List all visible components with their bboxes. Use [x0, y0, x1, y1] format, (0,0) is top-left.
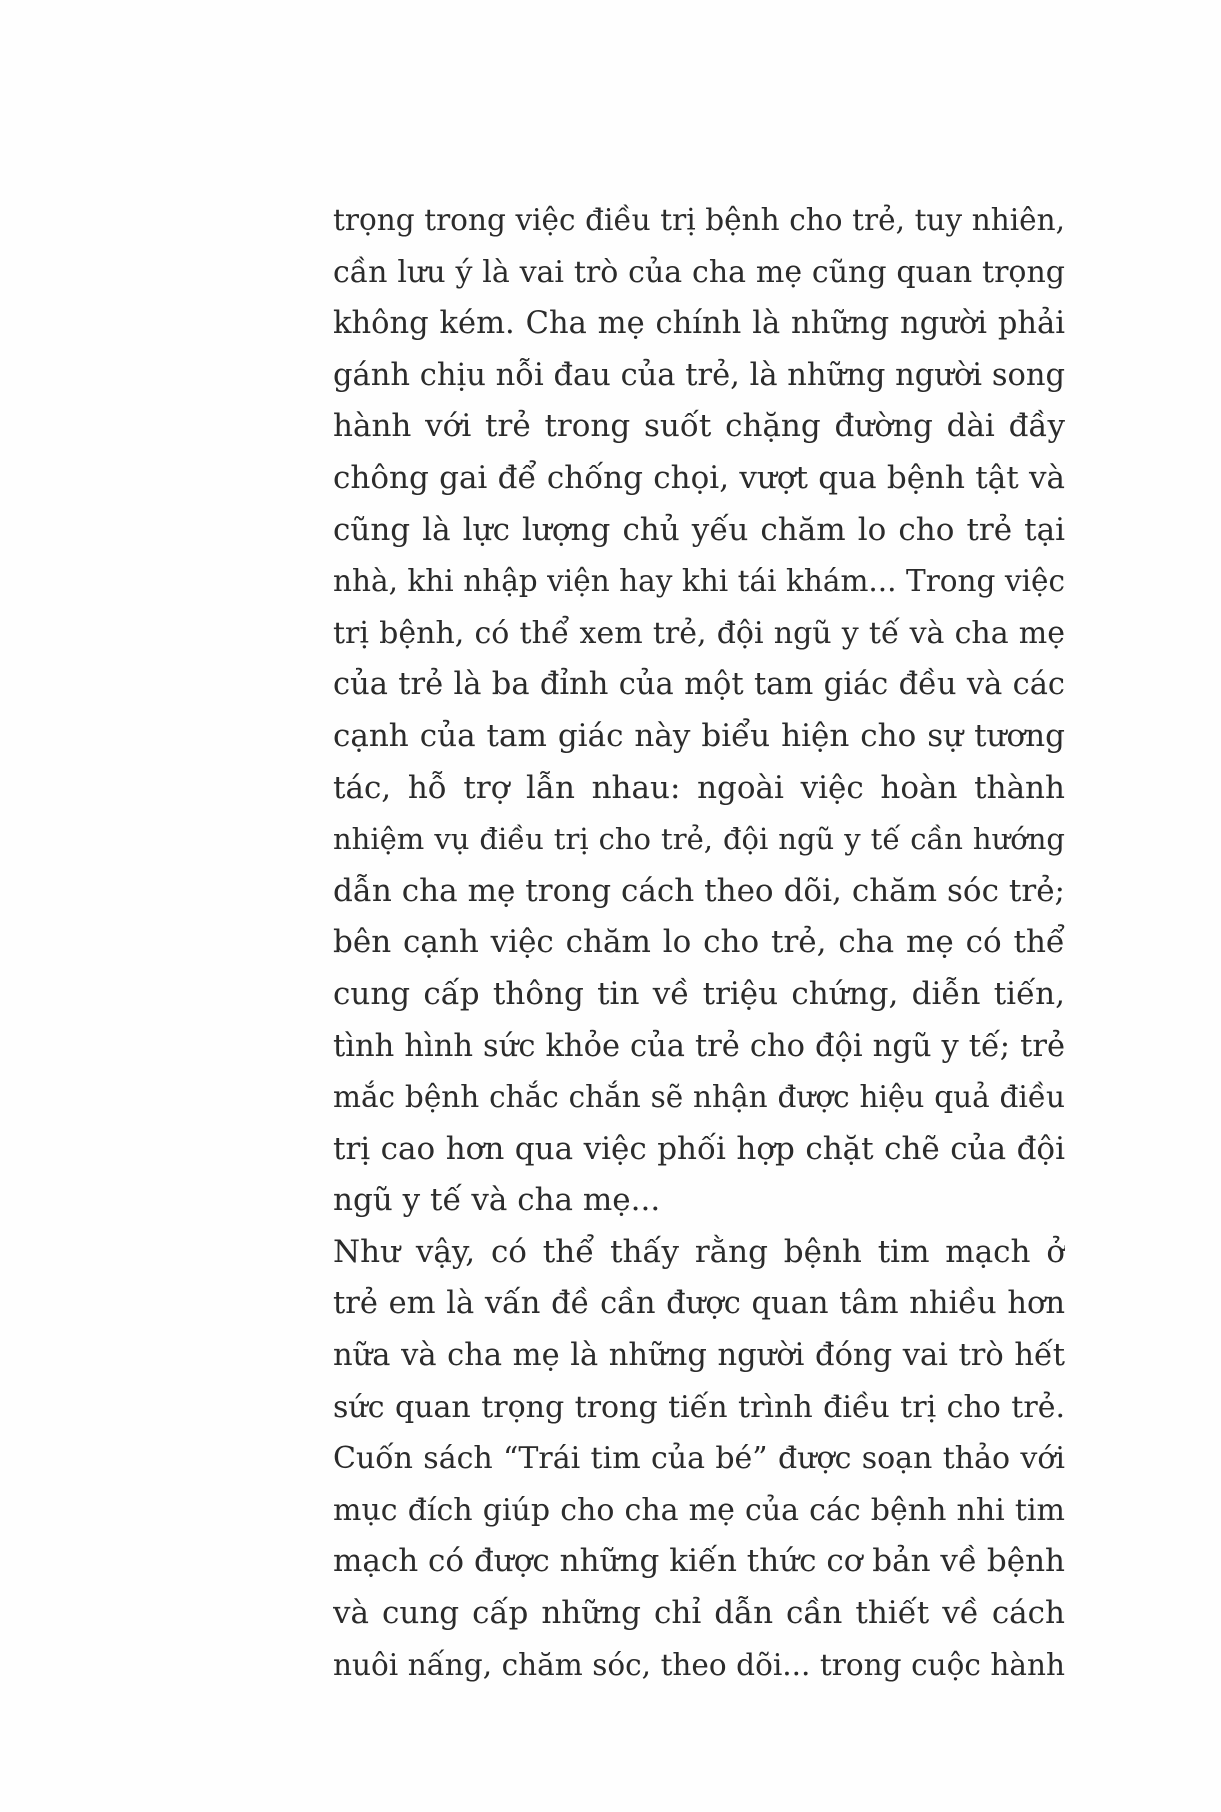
- body-text: [333, 195, 1065, 1691]
- text-line: chông gai để chống chọi, vượt qua bệnh tật và: [333, 459, 1065, 496]
- text-line: trọng trong việc điều trị bệnh cho trẻ, tuy nhiên,: [333, 203, 1065, 237]
- text-line: Như vậy, có thể thấy rằng bệnh tim mạch ở: [333, 1233, 1065, 1270]
- text-line: nuôi nấng, chăm sóc, theo dõi... trong cuộc hành: [333, 1647, 1065, 1682]
- text-line: gánh chịu nỗi đau của trẻ, là những người song: [333, 357, 1065, 393]
- text-line: nhà, khi nhập viện hay khi tái khám... Trong việc: [333, 564, 1065, 599]
- text-line: trẻ em là vấn đề cần được quan tâm nhiều hơn: [333, 1286, 1065, 1322]
- text-line: Cuốn sách “Trái tim của bé” được soạn thảo với: [333, 1441, 1065, 1477]
- text-line: trị cao hơn qua việc phối hợp chặt chẽ của đội: [333, 1130, 1065, 1167]
- text-line: cũng là lực lượng chủ yếu chăm lo cho trẻ tại: [333, 511, 1065, 548]
- text-line: và cung cấp những chỉ dẫn cần thiết về cách: [333, 1595, 1065, 1632]
- text-line: nữa và cha mẹ là những người đóng vai trò hết: [333, 1338, 1065, 1374]
- text-line: tình hình sức khỏe của trẻ cho đội ngũ y tế; trẻ: [333, 1028, 1065, 1064]
- text-line: dẫn cha mẹ trong cách theo dõi, chăm sóc trẻ;: [333, 872, 1065, 909]
- text-line: cung cấp thông tin về triệu chứng, diễn tiến,: [333, 975, 1065, 1012]
- text-line: cạnh của tam giác này biểu hiện cho sự tương: [333, 717, 1065, 754]
- text-line: cần lưu ý là vai trò của cha mẹ cũng quan trọng: [333, 254, 1065, 290]
- text-line: nhiệm vụ điều trị cho trẻ, đội ngũ y tế cần hướng: [333, 822, 1065, 857]
- text-line: không kém. Cha mẹ chính là những người phải: [333, 306, 1065, 342]
- text-line: trị bệnh, có thể xem trẻ, đội ngũ y tế và cha mẹ: [333, 615, 1065, 651]
- text-line: mục đích giúp cho cha mẹ của các bệnh nhi tim: [333, 1492, 1065, 1528]
- text-line: ngũ y tế và cha mẹ...: [333, 1182, 661, 1219]
- text-line: tác, hỗ trợ lẫn nhau: ngoài việc hoàn thành: [333, 769, 1065, 806]
- text-line: hành với trẻ trong suốt chặng đường dài đầy: [333, 408, 1065, 445]
- text-line: của trẻ là ba đỉnh của một tam giác đều và các: [333, 667, 1065, 703]
- text-line: mạch có được những kiến thức cơ bản về bệnh: [333, 1543, 1065, 1580]
- text-line: sức quan trọng trong tiến trình điều trị cho trẻ.: [333, 1389, 1065, 1425]
- text-line: mắc bệnh chắc chắn sẽ nhận được hiệu quả điều: [333, 1080, 1065, 1115]
- text-line: bên cạnh việc chăm lo cho trẻ, cha mẹ có thể: [333, 924, 1065, 961]
